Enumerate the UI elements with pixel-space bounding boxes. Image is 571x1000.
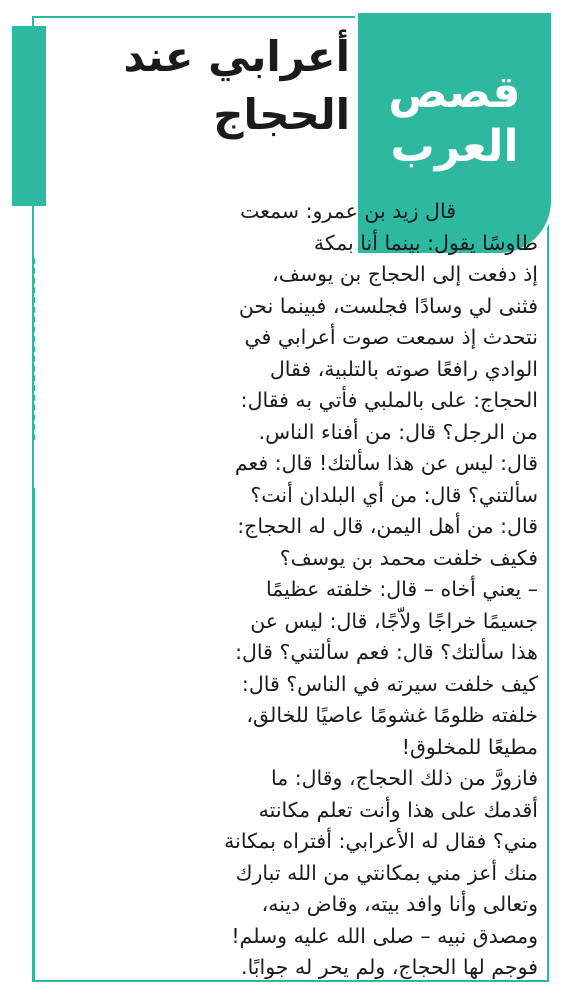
- section-badge-label: [358, 66, 551, 174]
- story-line: قال: ليس عن هذا سألتك! قال: فعم: [234, 451, 538, 475]
- section-badge-line-2: العرب: [390, 121, 519, 172]
- story-line: جسيمًا خراجًا ولاّجًا، قال: ليس عن: [250, 608, 538, 633]
- story-line: من الرجل؟ قال: من أفناء الناس.: [258, 419, 538, 444]
- dashed-divider: [33, 258, 35, 440]
- story-line: قال: من أهل اليمن، قال له الحجاج:: [237, 514, 538, 538]
- story-line: نتحدث إذ سمعت صوت أعرابي في: [244, 325, 538, 349]
- story-line: مني؟ فقال له الأعرابي: أفتراه بمكانة: [224, 829, 538, 853]
- story-line: إذ دفعت إلى الحجاج بن يوسف،: [272, 262, 538, 286]
- story-line: فوجم لها الحجاج، ولم يحر له جوابًا.: [241, 955, 538, 979]
- story-line: فازورَّ من ذلك الحجاج، وقال: ما: [270, 766, 538, 790]
- story-line: مطيعًا للمخلوق!: [401, 734, 538, 759]
- story-line: أقدمك على هذا وأنت تعلم مكانته: [258, 797, 538, 822]
- story-line: سألتني؟ قال: من أي البلدان أنت؟: [250, 482, 538, 507]
- accent-bar: [12, 26, 46, 206]
- story-line: هذا سألتك؟ قال: فعم سألتني؟ قال:: [235, 640, 538, 664]
- story-line: خلفته ظلومًا غشومًا عاصيًا للخالق،: [246, 703, 538, 727]
- story-line: ومصدق نبيه – صلى الله عليه وسلم!: [231, 923, 538, 948]
- story-body: [44, 196, 538, 984]
- solid-divider: [33, 488, 35, 980]
- story-line: – يعني أخاه – قال: خلفته عظيمًا: [265, 577, 538, 601]
- article-title-line-1: أعرابي عند: [123, 32, 350, 81]
- story-line: طاوسًا يقول: بينما أنا بمكة: [313, 230, 538, 255]
- story-line: منك أعز مني بمكانتي من الله تبارك: [235, 860, 538, 885]
- story-line: قال زيد بن عمرو: سمعت: [240, 199, 456, 223]
- article-title-line-2: الحجاج: [213, 90, 350, 139]
- story-line: الحجاج: على بالملبي فأتي به فقال:: [240, 388, 538, 412]
- story-line: وتعالى وأنا وافد بيته، وقاض دينه،: [261, 892, 538, 916]
- story-line: فكيف خلفت محمد بن يوسف؟: [279, 545, 538, 570]
- story-line: فثنى لي وسادًا فجلست، فبينما نحن: [238, 293, 538, 318]
- section-badge-line-1: قصص: [388, 67, 521, 118]
- story-line: الوادي رافعًا صوته بالتلبية، فقال: [269, 356, 538, 381]
- story-line: كيف خلفت سيرته في الناس؟ قال:: [241, 671, 538, 696]
- article-title: [70, 28, 350, 144]
